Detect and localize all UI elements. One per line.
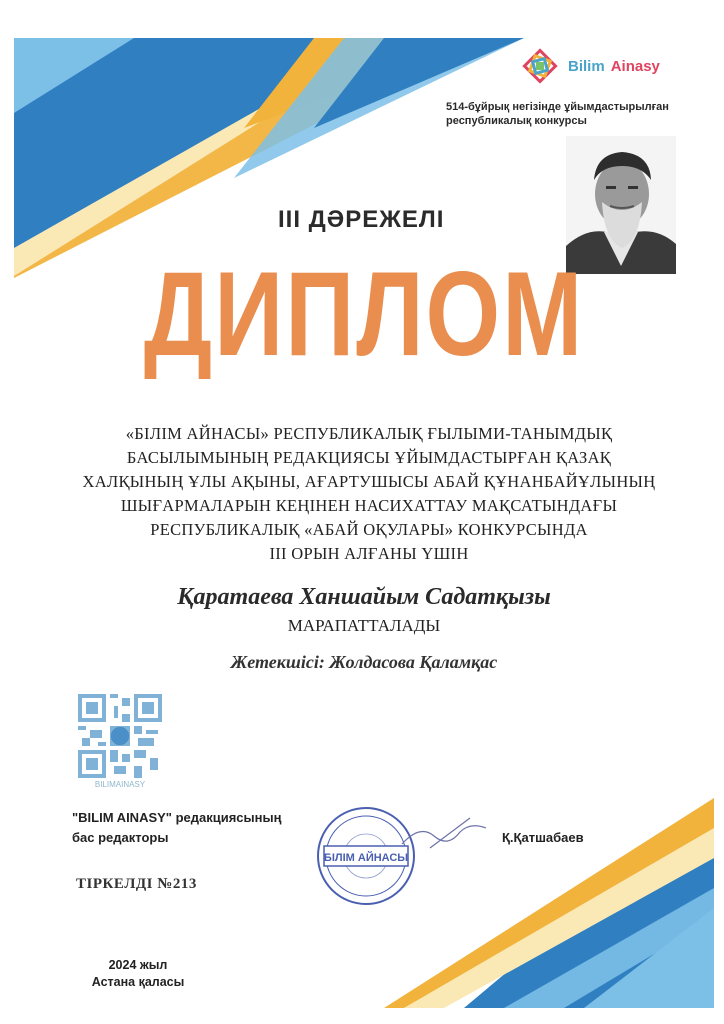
degree-label: III ДӘРЕЖЕЛІ <box>278 206 445 233</box>
award-line: ШЫҒАРМАЛАРЫН КЕҢІНЕН НАСИХАТТАУ МАҚСАТЫНДАҒЫ <box>120 496 618 515</box>
qr-code <box>78 694 162 778</box>
award-line: БАСЫЛЫМЫНЫҢ РЕДАКЦИЯСЫ ҰЙЫМДАСТЫРҒАН ҚАЗАҚ <box>126 448 612 467</box>
contest-note: 514-бұйрық негізінде ұйымдастырылған республикалық конкурсы <box>446 101 669 127</box>
diploma-page <box>14 18 714 1008</box>
registration-number: ТІРКЕЛДІ №213 <box>76 876 197 892</box>
city: Астана қаласы <box>91 975 185 989</box>
award-line: ІІІ ОРЫН АЛҒАНЫ ҮШІН <box>269 544 469 563</box>
logo-brand-second: Ainasy <box>610 57 660 75</box>
qr-caption: BILIMAINASY <box>94 780 146 789</box>
editor-title-line1: "BILIM AINASY" редакциясының <box>72 810 282 825</box>
recipient-name: Қаратаева Ханшайым Садатқызы <box>177 584 551 610</box>
bilim-ainasy-logo <box>520 46 660 86</box>
award-line: ХАЛҚЫНЫҢ ҰЛЫ АҚЫНЫ, АҒАРТУШЫСЫ АБАЙ ҚҰНАНБАЙҰЛЫНЫҢ <box>82 472 656 491</box>
diploma-title: ДИПЛОМ <box>143 247 585 381</box>
stamp-text: БІЛІМ АЙНАСЫ <box>323 852 409 864</box>
award-line: «БІЛІМ АЙНАСЫ» РЕСПУБЛИКАЛЫҚ ҒЫЛЫМИ-ТАНЫМДЫҚ <box>125 424 613 443</box>
logo-mark-icon <box>520 46 560 86</box>
year: 2024 жыл <box>108 958 168 972</box>
award-line: РЕСПУБЛИКАЛЫҚ «АБАЙ ОҚУЛАРЫ» КОНКУРСЫНДА <box>150 520 588 539</box>
awarded-label: МАРАПАТТАЛАДЫ <box>287 616 441 635</box>
editor-name: Қ.Қатшабаев <box>502 830 584 845</box>
award-text <box>74 422 664 566</box>
editor-title-line2: бас редакторы <box>72 830 169 845</box>
supervisor-line: Жетекшісі: Жолдасова Қаламқас <box>230 652 498 672</box>
signature <box>400 814 490 854</box>
logo-brand-first: Bilim <box>568 57 605 75</box>
